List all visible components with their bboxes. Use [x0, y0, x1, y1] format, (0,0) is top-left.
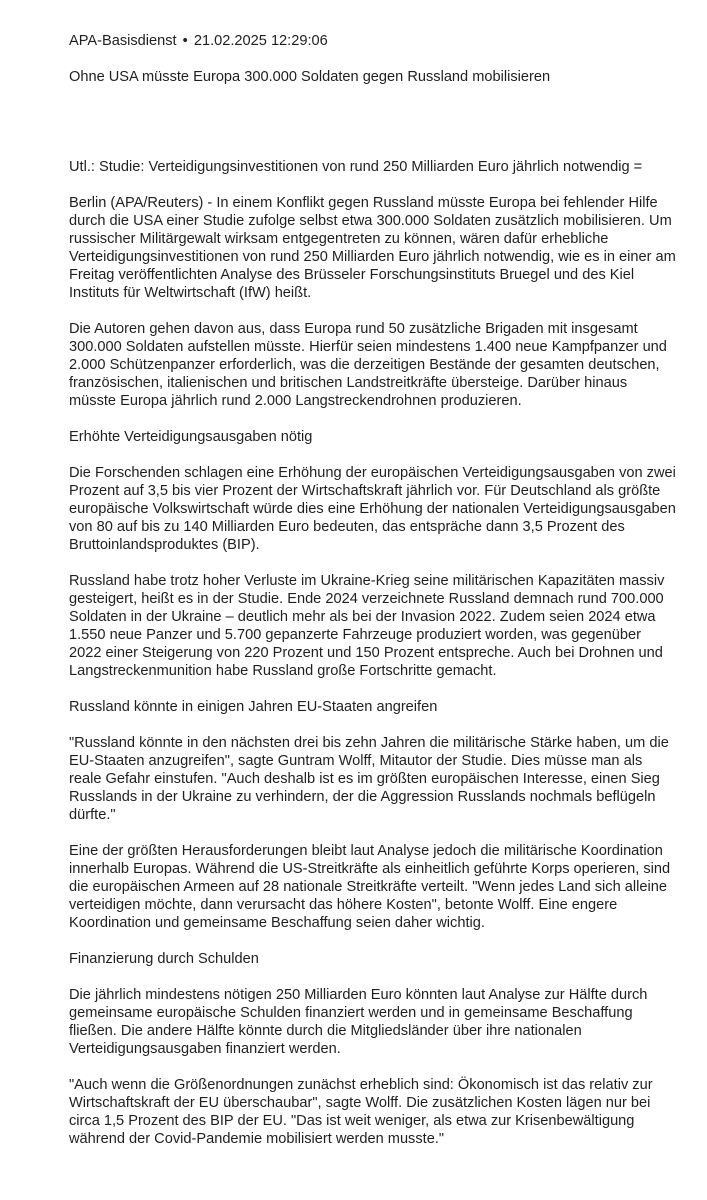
subheading-2: Russland könnte in einigen Jahren EU-Staaten angreifen	[69, 699, 438, 715]
article-meta	[69, 32, 677, 50]
paragraph-5: "Russland könnte in den nächsten drei bis zehn Jahren die militärische Stärke haben, um die EU-Staaten anzugreifen", sagte Guntram Wolff, Mitautor der Studie. Dies müsse man als reale Gefahr einstufen. "Auch deshalb ist es im größten europäischen Interesse, einen Sieg Russlands in der Ukraine zu verhindern, der die Aggression Russlands nochmals beflügeln dürfte."	[69, 735, 669, 823]
paragraph-2: Die Autoren gehen davon aus, dass Europa rund 50 zusätzliche Brigaden mit insgesamt 300.000 Soldaten aufstellen müsste. Hierfür seien mindestens 1.400 neue Kampfpanzer und 2.000 Schützenpanzer erforderlich, was die derzeitigen Bestände der gesamten deutschen, französischen, italienischen und britischen Landstreitkräfte übersteige. Darüber hinaus müsste Europa jährlich rund 2.000 Langstreckendrohnen produzieren.	[69, 321, 667, 409]
paragraph-8: "Auch wenn die Größenordnungen zunächst erheblich sind: Ökonomisch ist das relativ zur Wirtschaftskraft der EU überschaubar", sagte Wolff. Die zusätzlichen Kosten lägen nur bei circa 1,5 Prozent des BIP der EU. "Das ist weit weniger, als etwa zur Krisenbewältigung während der Covid-Pandemie mobilisiert werden musste."	[69, 1077, 653, 1147]
paragraph-4: Russland habe trotz hoher Verluste im Ukraine-Krieg seine militärischen Kapazitäten massiv gesteigert, heißt es in der Studie. Ende 2024 verzeichnete Russland demnach rund 700.000 Soldaten in der Ukraine – deutlich mehr als bei der Invasion 2022. Zudem seien 2024 etwa 1.550 neue Panzer und 5.700 gepanzerte Fahrzeuge produziert worden, was gegenüber 2022 einer Steigerung von 220 Prozent und 150 Prozent entspreche. Auch bei Drohnen und Langstreckenmunition habe Russland große Fortschritte gemacht.	[69, 573, 665, 679]
paragraph-1: Berlin (APA/Reuters) - In einem Konflikt gegen Russland müsste Europa bei fehlender Hilfe durch die USA einer Studie zufolge selbst etwa 300.000 Soldaten zusätzlich mobilisieren. Um russischer Militärgewalt wirksam entgegentreten zu können, wären dafür erhebliche Verteidigungsinvestitionen von rund 250 Milliarden Euro jährlich notwendig, wie es in einer am Freitag veröffentlichten Analyse des Brüsseler Forschungsinstituts Bruegel und des Kiel Instituts für Weltwirtschaft (IfW) heißt.	[69, 195, 676, 301]
paragraph-6: Eine der größten Herausforderungen bleibt laut Analyse jedoch die militärische Koordination innerhalb Europas. Während die US-Streitkräfte als einheitlich geführte Korps operieren, sind die europäischen Armeen auf 28 nationale Streitkräfte verteilt. "Wenn jedes Land sich alleine verteidigen möchte, dann verursacht das höhere Kosten", betonte Wolff. Eine engere Koordination und gemeinsame Beschaffung seien daher wichtig.	[69, 843, 671, 931]
paragraph-7: Die jährlich mindestens nötigen 250 Milliarden Euro könnten laut Analyse zur Hälfte durch gemeinsame europäische Schulden finanziert werden und in gemeinsame Beschaffung fließen. Die andere Hälfte könnte durch die Mitgliedsländer über ihre nationalen Verteidigungsausgaben finanziert werden.	[69, 987, 648, 1057]
subheading-1: Erhöhte Verteidigungsausgaben nötig	[69, 429, 313, 445]
article-subline: Utl.: Studie: Verteidigungsinvestitionen von rund 250 Milliarden Euro jährlich notwendig =	[69, 159, 643, 175]
paragraph-3: Die Forschenden schlagen eine Erhöhung der europäischen Verteidigungsausgaben von zwei Prozent auf 3,5 bis vier Prozent der Wirtschaftskraft jährlich vor. Für Deutschland als größte europäische Volkswirtschaft würde dies eine Erhöhung der nationalen Verteidigungsausgaben von 80 auf bis zu 140 Milliarden Euro bedeuten, das entspräche dann 3,5 Prozent des Bruttoinlandsproduktes (BIP).	[69, 465, 676, 553]
article-headline: Ohne USA müsste Europa 300.000 Soldaten gegen Russland mobilisieren	[69, 69, 551, 85]
subheading-3: Finanzierung durch Schulden	[69, 951, 259, 967]
meta-separator: •	[182, 33, 188, 49]
timestamp: 21.02.2025 12:29:06	[193, 33, 328, 49]
source-label: APA-Basisdienst	[69, 33, 177, 49]
